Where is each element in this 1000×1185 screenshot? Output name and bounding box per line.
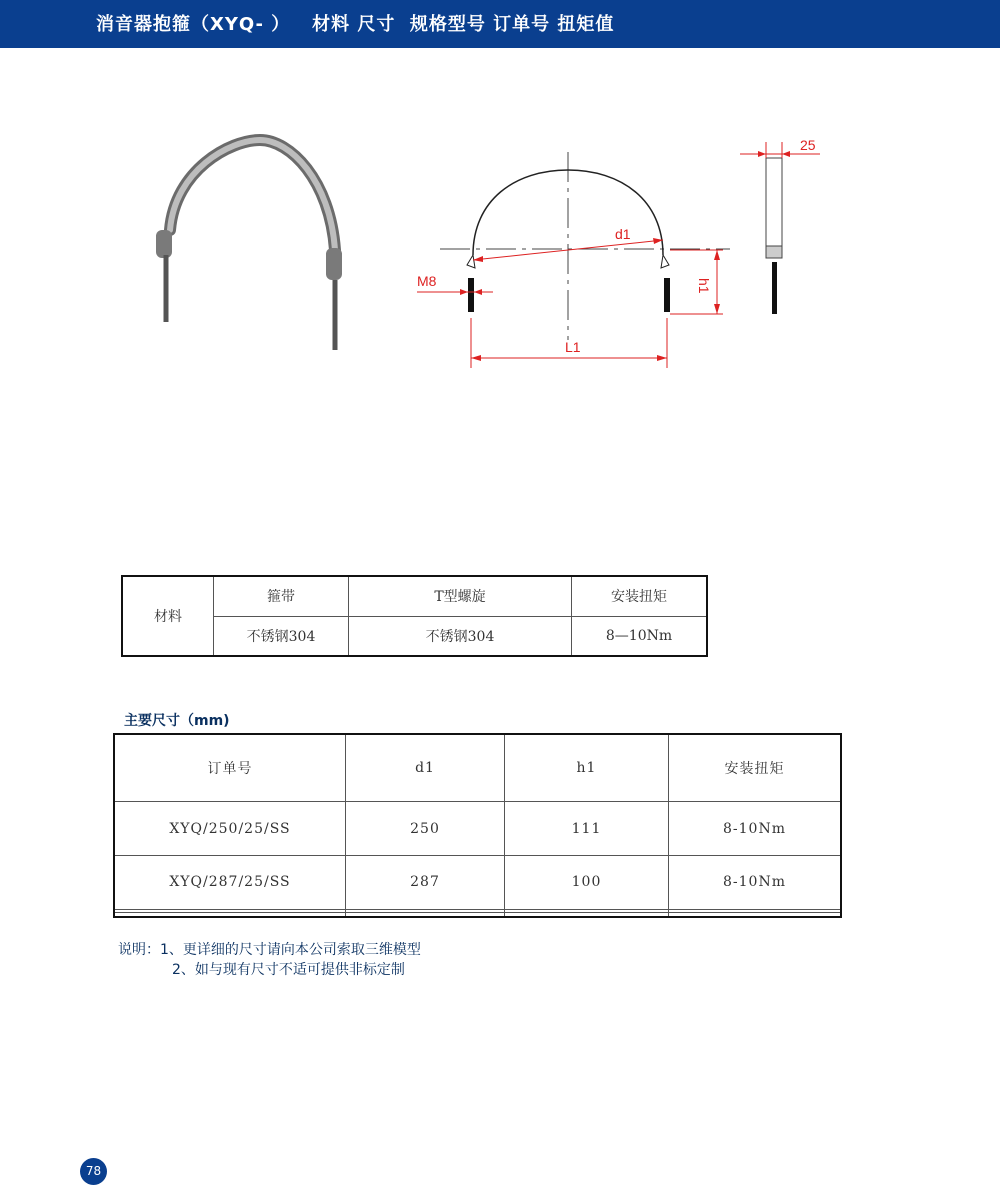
cell-d1: 287 [346,855,505,909]
material-row-label: 材料 [122,576,214,656]
cell-h1: 100 [505,855,669,909]
dimensions-table [113,733,842,918]
material-value-torque: 8—10Nm [572,616,708,656]
width-25-label: 25 [800,137,816,153]
material-value-bolt: 不锈钢304 [349,616,572,656]
note-line-2: 2、如与现有尺寸不适可提供非标定制 [172,962,405,978]
material-header-bolt: T型螺旋 [349,576,572,616]
m8-label: M8 [417,273,437,289]
dimensions-section-label: 主要尺寸（mm) [124,713,230,729]
material-value-band: 不锈钢304 [214,616,349,656]
cell-order-no: XYQ/287/25/SS [114,855,346,909]
cell-torque: 8-10Nm [669,855,842,909]
h1-label: h1 [696,278,712,294]
cell-h1: 111 [505,802,669,856]
material-header-band: 箍带 [214,576,349,616]
header-bar [0,0,1000,48]
cell-torque: 8-10Nm [669,802,842,856]
header-d1: d1 [346,734,505,802]
header-h1: h1 [505,734,669,802]
table-row [114,802,841,856]
d1-label: d1 [615,226,631,242]
front-view-drawing [405,140,735,375]
table-row [114,855,841,909]
material-header-torque: 安装扭矩 [572,576,708,616]
header-order-no: 订单号 [114,734,346,802]
l1-label: L1 [565,339,581,355]
table-header-row [114,734,841,802]
notes [118,940,421,980]
header-torque: 安装扭矩 [669,734,842,802]
cell-d1: 250 [346,802,505,856]
note-line-1: 说明：1、更详细的尺寸请向本公司索取三维模型 [118,942,421,958]
page-number: 78 [80,1158,107,1185]
cell-order-no: XYQ/250/25/SS [114,802,346,856]
empty-row [114,912,841,917]
page-title: 消音器抱箍（XYQ- ） 材料 尺寸 规格型号 订单号 扭矩值 [96,14,615,35]
side-view-drawing [700,130,840,330]
material-table [121,575,708,657]
clamp-photo [130,130,380,370]
